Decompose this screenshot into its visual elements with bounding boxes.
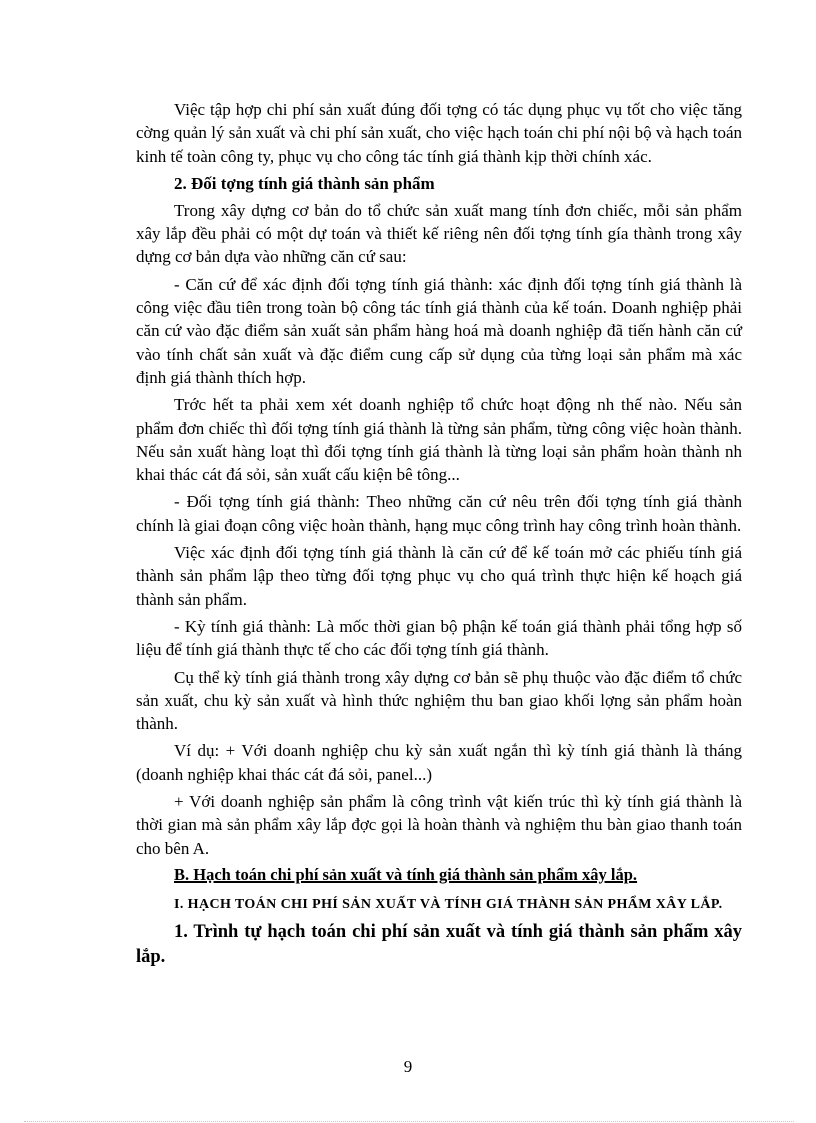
paragraph-period-dependency: Cụ thể kỳ tính giá thành trong xây dựng cơ bản sẽ phụ thuộc vào đặc điểm tổ chức sản xuất, chu kỳ sản xuất và hình thức nghiệm thu ban giao khối lợng sản phẩm hoàn thành. — [136, 667, 742, 734]
paragraph-example-short-cycle: Ví dụ: + Với doanh nghiệp chu kỳ sản xuất ngắn thì kỳ tính giá thành là tháng (doanh nghiệp khai thác cát đá sỏi, panel...) — [136, 741, 742, 784]
paragraph-costing-period: - Kỳ tính giá thành: Là mốc thời gian bộ phận kế toán giá thành phải tổng hợp số liệu để tính giá thành thực tế cho các đối tợng tính giá thành. — [136, 616, 742, 660]
paragraph-example-construction: + Với doanh nghiệp sản phẩm là công trình vật kiến trúc thì kỳ tính giá thành là thời gian mà sản phẩm xây lắp đợc gọi là hoàn thành và nghiệm thu bàn giao thanh toán cho bên A. — [136, 792, 742, 858]
section-heading-b: B. Hạch toán chi phí sản xuất và tính giá thành sản phẩm xây lắp. — [174, 864, 638, 884]
paragraph-costing-object: - Đối tợng tính giá thành: Theo những căn cứ nêu trên đối tợng tính giá thành chính là giai đoạn công việc hoàn thành, hạng mục công trình hay công trình hoàn thành. — [136, 492, 742, 535]
paragraph-construction-intro: Trong xây dựng cơ bản do tổ chức sản xuất mang tính đơn chiếc, mỗi sản phẩm xây lắp đều phải có một dự toán và thiết kế riêng nên đối tợng tính gía thành trong xây dựng cơ bản dựa vào những căn cứ sau: — [136, 200, 742, 267]
section-heading-i: I. HẠCH TOÁN CHI PHÍ SẢN XUẤT VÀ TÍNH GIÁ THÀNH SẢN PHẨM XÂY LẮP. — [174, 896, 723, 912]
paragraph-cost-collection: Việc tập hợp chi phí sản xuất đúng đối tợng có tác dụng phục vụ tốt cho việc tăng cờng quản lý sản xuất và chi phí sản xuất, cho việc hạch toán chi phí nội bộ và hạch toán kinh tế toàn công ty, phục vụ cho công tác tính giá thành kịp thời chính xác. — [136, 100, 742, 166]
subheading-procedure: 1. Trình tự hạch toán chi phí sản xuất và tính giá thành sản phẩm xây lắp. — [136, 921, 742, 967]
paragraph-organization-review: Trớc hết ta phải xem xét doanh nghiệp tổ chức hoạt động nh thế nào. Nếu sản phẩm đơn chiếc thì đối tợng tính giá thành là từng sản phẩm, từng công việc hoàn thành. Nếu sản xuất hàng loạt thì đối tợng tính giá thành là từng loại sản phẩm hoàn thành nh khai thác cát đá sỏi, sản xuất cấu kiện bê tông... — [136, 395, 742, 485]
document-page — [136, 98, 742, 970]
paragraph-costing-sheets: Việc xác định đối tợng tính giá thành là căn cứ để kế toán mở các phiếu tính giá thành sản phẩm lập theo từng đối tợng phục vụ cho quá trình thực hiện kế hoạch giá thành sản phẩm. — [136, 543, 742, 609]
footer-divider — [24, 1121, 794, 1122]
heading-costing-object: 2. Đối tợng tính giá thành sản phẩm — [174, 173, 435, 193]
paragraph-basis-for-object: - Căn cứ để xác định đối tợng tính giá thành: xác định đối tợng tính giá thành là công việc đầu tiên trong toàn bộ công tác tính giá thành của kế toán. Doanh nghiệp phải căn cứ vào đặc điểm sản xuất sản phẩm hàng hoá mà doanh nghiệp đã tiến hành căn cứ vào tính chất sản xuất và đặc điểm cung cấp sử dụng của từng loại sản phẩm mà xác định giá thành thích hợp. — [136, 274, 742, 387]
page-number: 9 — [403, 1057, 413, 1076]
